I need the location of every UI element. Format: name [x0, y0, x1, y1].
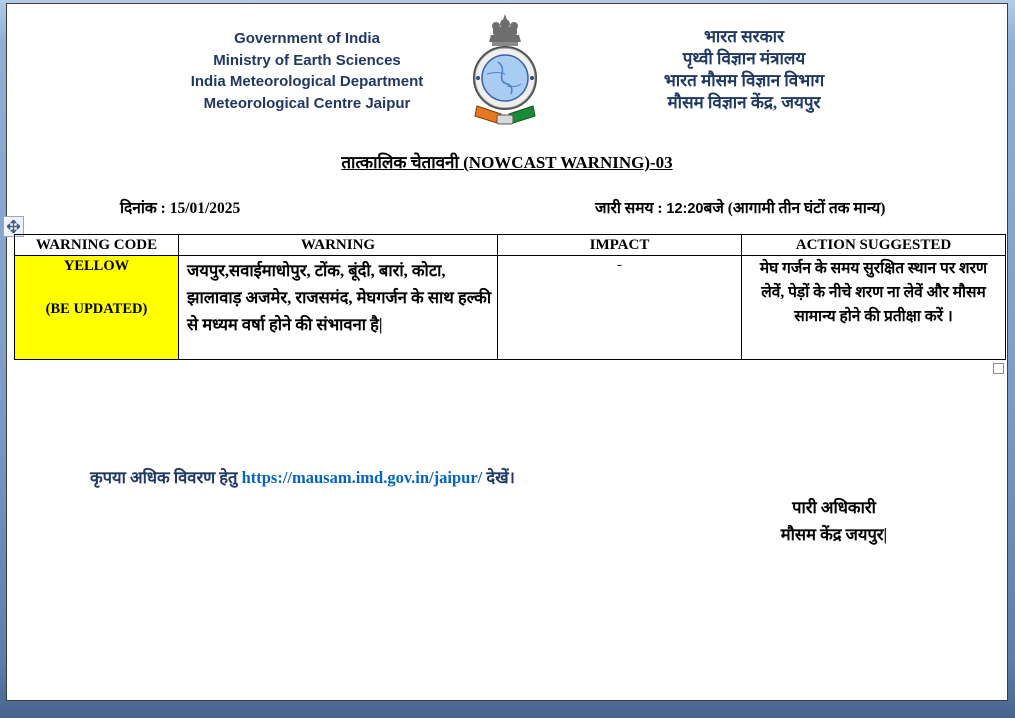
col-header-warning-code: WARNING CODE: [15, 235, 179, 256]
issue-time: जारी समय : 12:20बजे (आगामी तीन घंटों तक मान्य): [595, 200, 886, 217]
warning-text-cell[interactable]: जयपुर,सवाईमाधोपुर, टोंक, बूंदी, बारां, कोटा, झालावाड़ अजमेर, राजसमंद, मेघगर्जन के साथ हल्की से मध्यम वर्षा होने की संभावना है|: [179, 256, 498, 360]
nowcast-warning-table: [14, 234, 1006, 360]
issue-date: दिनांक : 15/01/2025: [120, 200, 241, 217]
warning-code-cell[interactable]: [15, 256, 179, 360]
header-line-centre: Meteorological Centre Jaipur: [203, 94, 411, 112]
signature-office: मौसम केंद्र जयपुर|: [780, 525, 888, 544]
hindi-line-ministry: पृथ्वी विज्ञान मंत्रालय: [682, 49, 806, 68]
hindi-line-department: भारत मौसम विज्ञान विभाग: [663, 71, 825, 90]
col-header-action: ACTION SUGGESTED: [742, 235, 1006, 256]
more-info-line: [90, 465, 515, 488]
warning-code-value: YELLOW: [63, 258, 130, 274]
hindi-line-gov: भारत सरकार: [703, 27, 785, 46]
english-header-block: [97, 28, 517, 114]
col-header-warning: WARNING: [179, 235, 498, 256]
more-info-prefix: कृपया अधिक विवरण हेतु: [90, 468, 242, 487]
warning-code-note: (BE UPDATED): [45, 301, 148, 317]
hindi-line-centre: मौसम विज्ञान केंद्र, जयपुर: [667, 93, 821, 112]
header-line-department: India Meteorological Department: [190, 73, 424, 90]
action-suggested-cell[interactable]: मेघ गर्जन के समय सुरक्षित स्थान पर शरण लेवें, पेड़ों के नीचे शरण ना लेवें और मौसम सामान्य होने की प्रतीक्षा करें ।: [742, 256, 1006, 360]
header-line-gov: Government of India: [234, 30, 380, 47]
table-row: [15, 256, 1006, 360]
signature-block: [709, 494, 959, 548]
document-page: [6, 3, 1008, 701]
document-title: तात्कालिक चेतावनी (NOWCAST WARNING)-03: [341, 153, 673, 172]
mausam-jaipur-link[interactable]: https://mausam.imd.gov.in/jaipur/: [241, 468, 483, 487]
col-header-impact: IMPACT: [498, 235, 742, 256]
header-line-ministry: Ministry of Earth Sciences: [213, 51, 401, 69]
signature-designation: पारी अधिकारी: [792, 498, 876, 517]
table-resize-square-icon[interactable]: [993, 363, 1004, 374]
issue-date-value: 15/01/2025: [169, 200, 241, 217]
more-info-suffix: देखें।: [482, 468, 515, 487]
imd-emblem-icon: [465, 12, 545, 132]
hindi-header-block: [599, 26, 889, 114]
table-header-row: [15, 235, 1006, 256]
issue-time-value: 12:20: [666, 201, 704, 217]
impact-cell[interactable]: -: [498, 256, 742, 360]
